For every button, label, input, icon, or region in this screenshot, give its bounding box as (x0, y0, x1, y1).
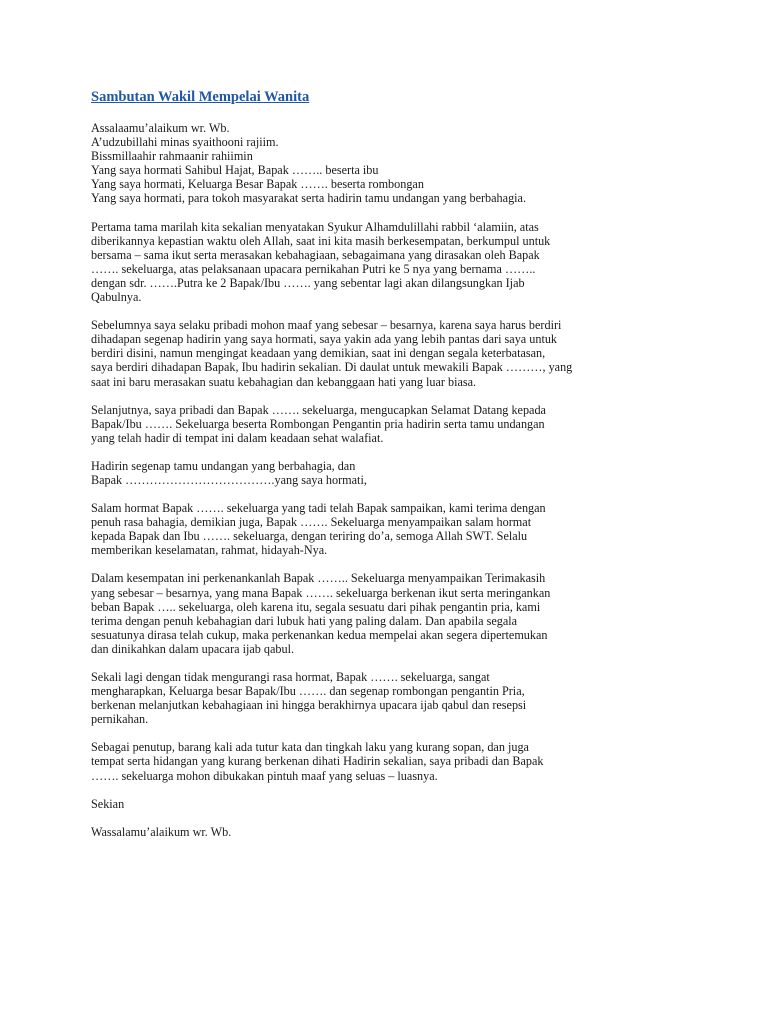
greeting-paragraph (91, 121, 721, 206)
paragraph-line: saya berdiri dihadapan Bapak, Ibu hadirin sekalian. Di daulat untuk mewakili Bapak ………, yang (91, 360, 573, 375)
paragraph-line: memberikan keselamatan, rahmat, hidayah-Nya. (91, 543, 328, 558)
paragraph-line: dengan sdr. …….Putra ke 2 Bapak/Ibu ……. yang sebentar lagi akan dilangsungkan Ijab (91, 275, 525, 290)
paragraph-line: berdiri disini, namun mengingat keadaan yang demikian, saat ini dengan segala keterbatasan, (91, 346, 546, 361)
paragraph-line: ……. sekeluarga, atas pelaksanaan upacara pernikahan Putri ke 5 nya yang bernama …….. (91, 261, 536, 276)
paragraph-line: Bapak/Ibu ……. Sekeluarga beserta Rombongan Pengantin pria hadirin serta tamu undangan (91, 416, 545, 431)
paragraph-line: Wassalamu’alaikum wr. Wb. (91, 824, 232, 839)
document-title[interactable]: Sambutan Wakil Mempelai Wanita (91, 89, 310, 105)
penutup-paragraph (91, 740, 721, 782)
paragraph-line: Yang saya hormati, Keluarga Besar Bapak ……. beserta rombongan (91, 177, 424, 192)
paragraph-line: Hadirin segenap tamu undangan yang berbahagia, dan (91, 458, 356, 473)
paragraph-line: terima dengan penuh kebahagian dari lubuk hati yang paling dalam. Dan apabila segala (91, 613, 518, 628)
paragraph-line: diberikannya kepastian waktu oleh Allah, saat ini kita masih berkesempatan, berkumpul untuk (91, 233, 551, 248)
paragraph-line: Sebelumnya saya selaku pribadi mohon maaf yang sebesar – besarnya, karena saya harus berdiri (91, 318, 562, 333)
paragraph-line: pernikahan. (91, 712, 149, 727)
paragraph-line: bersama – sama ikut serta merasakan kebahagiaan, sebagaimana yang dirasakan oleh Bapak (91, 247, 540, 262)
syukur-paragraph (91, 220, 721, 305)
paragraph-line: mengharapkan, Keluarga besar Bapak/Ibu ……. dan segenap rombongan pengantin Pria, (91, 684, 525, 699)
harapan-paragraph (91, 670, 721, 726)
terimakasih-paragraph (91, 571, 721, 656)
paragraph-line: A’udzubillahi minas syaithooni rajiim. (91, 135, 279, 150)
paragraph-line: Yang saya hormati, para tokoh masyarakat serta hadirin tamu undangan yang berbahagia. (91, 191, 526, 206)
paragraph-line: Salam hormat Bapak ……. sekeluarga yang tadi telah Bapak sampaikan, kami terima dengan (91, 501, 546, 516)
paragraph-line: ……. sekeluarga mohon dibukakan pintuh maaf yang seluas – luasnya. (91, 768, 438, 783)
paragraph-line: Qabulnya. (91, 290, 142, 305)
paragraph-line: Sekali lagi dengan tidak mengurangi rasa hormat, Bapak ……. sekeluarga, sangat (91, 670, 490, 684)
hadirin-paragraph (91, 459, 721, 487)
paragraph-line: Yang saya hormati Sahibul Hajat, Bapak …….. beserta ibu (91, 163, 379, 178)
sekian-paragraph (91, 797, 721, 811)
paragraph-line: Sekian (91, 796, 125, 811)
paragraph-line: yang sebesar – besarnya, yang mana Bapak ……. sekeluarga berkenan ikut serta meringankan (91, 585, 551, 600)
paragraph-line: Selanjutnya, saya pribadi dan Bapak ……. sekeluarga, mengucapkan Selamat Datang kepada (91, 402, 546, 417)
paragraph-line: Dalam kesempatan ini perkenankanlah Bapak …….. Sekeluarga menyampaikan Terimakasih (91, 571, 546, 586)
paragraph-line: yang telah hadir di tempat ini dalam keadaan sehat walafiat. (91, 430, 384, 445)
selamat-datang-paragraph (91, 403, 721, 445)
paragraph-line: tempat serta hidangan yang kurang berkenan dihati Hadirin sekalian, saya pribadi dan Bapak (91, 754, 544, 769)
paragraph-line: berkenan melanjutkan kebahagiaan ini hingga berakhirnya upacara ijab qabul dan resepsi (91, 698, 527, 713)
paragraph-line: dan dinikahkan dalam upacara ijab qabul. (91, 641, 295, 656)
paragraph-line: Bissmillaahir rahmaanir rahiimin (91, 149, 253, 164)
maaf-paragraph (91, 318, 721, 388)
paragraph-line: beban Bapak ….. sekeluarga, oleh karena itu, segala sesuatu dari pihak pengantin pria, kami (91, 599, 541, 614)
paragraph-line: sesuatunya dirasa telah cukup, maka perkenankan kedua mempelai akan segera dipertemukan (91, 627, 548, 642)
paragraph-line: dihadapan segenap hadirin yang saya hormati, saya yakin ada yang lebih pantas dari saya untuk (91, 332, 558, 347)
closing-paragraph (91, 825, 721, 839)
paragraph-line: kepada Bapak dan Ibu ……. sekeluarga, dengan teriring do’a, semoga Allah SWT. Selalu (91, 529, 528, 544)
paragraph-line: penuh rasa bahagia, demikian juga, Bapak ……. Sekeluarga menyampaikan salam hormat (91, 515, 532, 530)
paragraph-line: Assalaamu’alaikum wr. Wb. (91, 121, 230, 135)
paragraph-line: Pertama tama marilah kita sekalian menyatakan Syukur Alhamdulillahi rabbil ‘alamiin, atas (91, 219, 539, 234)
paragraph-line: Bapak ……………………………….yang saya hormati, (91, 472, 367, 487)
salam-hormat-paragraph (91, 501, 721, 557)
paragraph-line: Sebagai penutup, barang kali ada tutur kata dan tingkah laku yang kurang sopan, dan juga (91, 740, 529, 755)
paragraph-line: saat ini baru merasakan suatu kebahagian dan kebanggaan hati yang luar biasa. (91, 374, 477, 389)
document-page (91, 88, 721, 853)
